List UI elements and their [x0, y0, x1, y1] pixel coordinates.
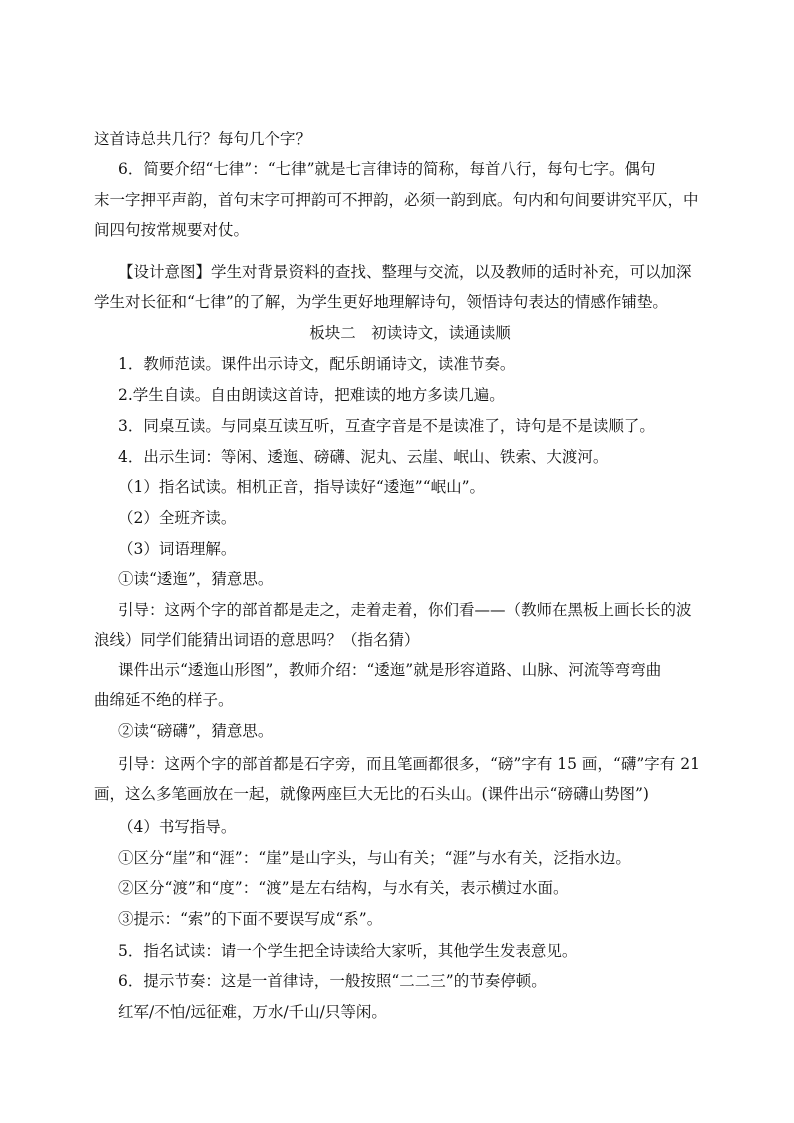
- guide-1-line-2: 浪线）同学们能猜出词语的意思吗？（指名猜）: [94, 631, 420, 649]
- substep-4: （4）书写指导。: [118, 818, 237, 836]
- courseware-line-1: 课件出示“逶迤山形图”，教师介绍：“逶迤”就是形容道路、山脉、河流等弯弯曲: [118, 661, 662, 679]
- step-2: 2.学生自读。自由朗读这首诗，把难读的地方多读几遍。: [118, 386, 505, 404]
- text-line-2: 6．简要介绍“七律”：“七律”就是七言律诗的简称，每首八行，每句七字。偶句: [118, 160, 656, 178]
- word-item-1: ①读“逶迤”，猜意思。: [118, 570, 274, 588]
- step-6: 6．提示节奏：这是一首律诗，一般按照“二二三”的节奏停顿。: [118, 972, 547, 990]
- guide-2-line-1: 引导：这两个字的部首都是石字旁，而且笔画都很多，“磅”字有 15 画，“礴”字有 21: [118, 755, 700, 773]
- substep-3: （3）词语理解。: [118, 540, 237, 558]
- writing-tip-3: ③提示：“索”的下面不要误写成“系”。: [118, 910, 383, 928]
- design-intent-line-1: 【设计意图】学生对背景资料的查找、整理与交流，以及教师的适时补充，可以加深: [118, 263, 692, 281]
- text-line-3: 末一字押平声韵，首句末字可押韵可不押韵，必须一韵到底。句内和句间要讲究平仄，中: [94, 191, 699, 209]
- guide-1-line-1: 引导：这两个字的部首都是走之，走着走着，你们看——（教师在黑板上画长长的波: [118, 601, 692, 619]
- section-heading: 板块二 初读诗文，读通读顺: [309, 324, 511, 342]
- guide-2-line-2: 画，这么多笔画放在一起，就像两座巨大无比的石头山。(课件出示“磅礴山势图”): [94, 785, 649, 803]
- step-1: 1．教师范读。课件出示诗文，配乐朗诵诗文，读准节奏。: [118, 355, 516, 373]
- writing-tip-1: ①区分“崖”和“涯”：“崖”是山字头，与山有关；“涯”与水有关，泛指水边。: [118, 849, 631, 867]
- step-5: 5．指名试读：请一个学生把全诗读给大家听，其他学生发表意见。: [118, 942, 578, 960]
- step-4: 4．出示生词：等闲、逶迤、磅礴、泥丸、云崖、岷山、铁索、大渡河。: [118, 448, 609, 466]
- step-3: 3．同桌互读。与同桌互读互听，互查字音是不是读准了，诗句是不是读顺了。: [118, 417, 655, 435]
- text-line-4: 间四句按常规要对仗。: [94, 221, 250, 239]
- substep-2: （2）全班齐读。: [118, 509, 237, 527]
- courseware-line-2: 曲绵延不绝的样子。: [94, 691, 234, 709]
- word-item-2: ②读“磅礴”，猜意思。: [118, 722, 274, 740]
- design-intent-line-2: 学生对长征和“七律”的了解，为学生更好地理解诗句，领悟诗句表达的情感作铺垫。: [94, 293, 668, 311]
- writing-tip-2: ②区分“渡”和“度”：“渡”是左右结构，与水有关，表示横过水面。: [118, 879, 569, 897]
- text-line-1: 这首诗总共几行？每句几个字？: [94, 130, 312, 148]
- poem-rhythm-line: 红军/不怕/远征难，万水/千山/只等闲。: [118, 1003, 387, 1021]
- substep-1: （1）指名试读。相机正音，指导读好“逶迤”“岷山”。: [118, 478, 486, 496]
